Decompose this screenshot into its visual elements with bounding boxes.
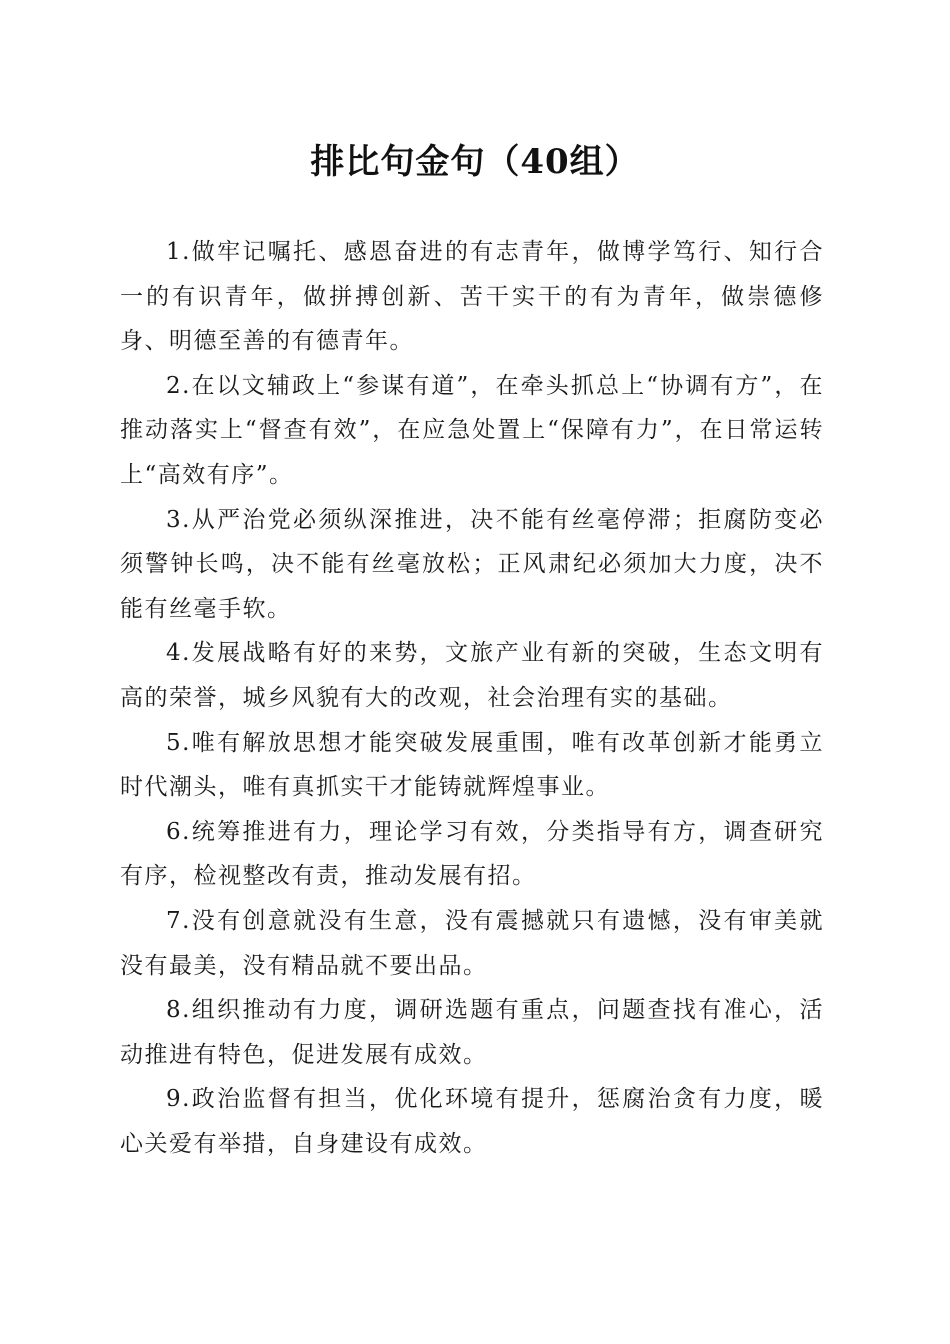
paragraph-5: 5.唯有解放思想才能突破发展重围，唯有改革创新才能勇立时代潮头，唯有真抓实干才能铸就辉煌事业。: [120, 729, 824, 801]
paragraph-6: 6.统筹推进有力，理论学习有效，分类指导有方，调查研究有序，检视整改有责，推动发展有招。: [120, 818, 824, 890]
document-title: 排比句金句（40组）: [310, 142, 640, 182]
paragraph-9: 9.政治监督有担当，优化环境有提升，惩腐治贪有力度，暖心关爱有举措，自身建设有成效。: [120, 1086, 824, 1157]
paragraph-2: 2.在以文辅政上“参谋有道”，在牵头抓总上“协调有方”，在推动落实上“督查有效”，在应急处置上“保障有力”，在日常运转上“高效有序”。: [120, 372, 824, 488]
paragraph-8: 8.组织推动有力度，调研选题有重点，问题查找有准心，活动推进有特色，促进发展有成效。: [120, 997, 824, 1068]
paragraph-4: 4.发展战略有好的来势，文旅产业有新的突破，生态文明有高的荣誉，城乡风貌有大的改观，社会治理有实的基础。: [120, 640, 824, 711]
document-body: [120, 230, 824, 1166]
paragraph-7: 7.没有创意就没有生意，没有震撼就只有遗憾，没有审美就没有最美，没有精品就不要出品。: [120, 907, 824, 979]
paragraph-3: 3.从严治党必须纵深推进，决不能有丝毫停滞；拒腐防变必须警钟长鸣，决不能有丝毫放松；正风肃纪必须加大力度，决不能有丝毫手软。: [120, 506, 824, 622]
paragraph-1: 1.做牢记嘱托、感恩奋进的有志青年，做博学笃行、知行合一的有识青年，做拼搏创新、苦干实干的有为青年，做崇德修身、明德至善的有德青年。: [120, 239, 824, 355]
